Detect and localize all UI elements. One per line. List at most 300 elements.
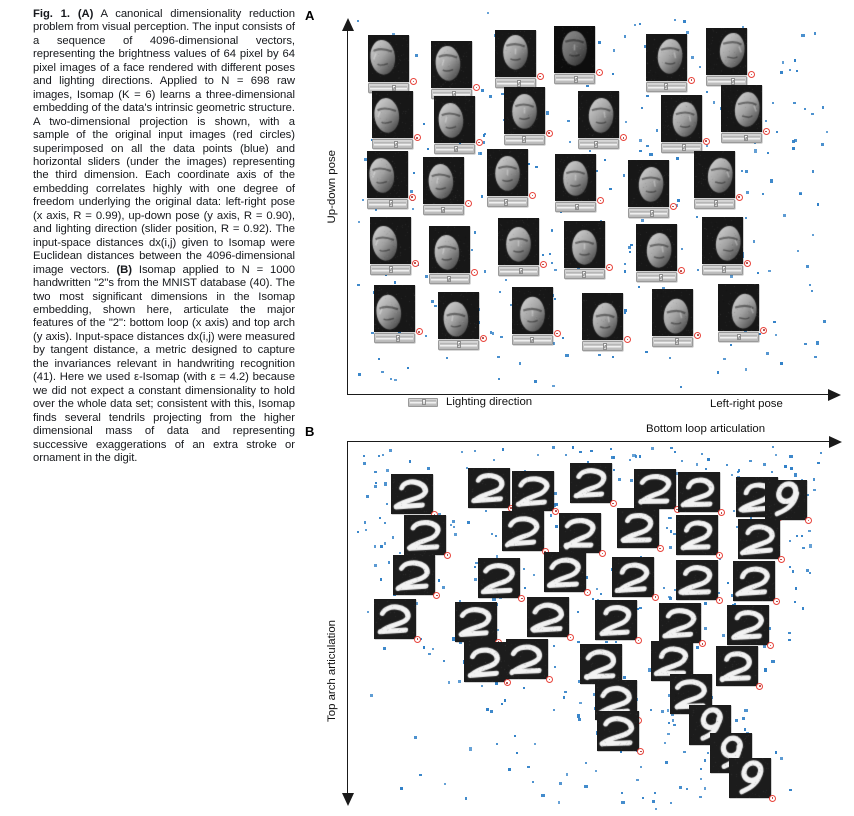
lighting-slider[interactable] (694, 199, 735, 209)
data-point (816, 341, 819, 344)
sample-marker (414, 134, 421, 141)
slider-track (630, 212, 667, 215)
digit-thumbnail[interactable] (544, 552, 586, 592)
slider-knob[interactable] (664, 83, 668, 90)
data-point (673, 724, 675, 726)
data-point (388, 561, 390, 563)
digit-thumbnail[interactable] (678, 472, 720, 512)
data-point (499, 291, 501, 293)
slider-track (374, 143, 411, 146)
lighting-slider[interactable] (564, 269, 605, 279)
data-point (788, 632, 790, 634)
face-thumbnail[interactable] (646, 34, 687, 92)
data-point (419, 774, 421, 776)
data-point (817, 462, 819, 464)
slider-knob[interactable] (722, 266, 726, 273)
data-point (595, 770, 597, 772)
data-point (537, 454, 539, 456)
lighting-slider[interactable] (702, 265, 743, 275)
data-point (558, 801, 560, 803)
data-point (763, 463, 766, 466)
lighting-slider[interactable] (423, 205, 464, 215)
sample-marker (767, 642, 774, 649)
face-thumbnail[interactable] (564, 221, 605, 279)
data-point (428, 653, 430, 655)
data-point (814, 356, 816, 358)
lighting-slider[interactable] (504, 135, 545, 145)
data-point (686, 788, 688, 790)
digit-image (374, 599, 416, 639)
lighting-slider[interactable] (555, 202, 596, 212)
data-point (458, 680, 461, 683)
digit-thumbnail[interactable] (595, 600, 637, 640)
face-thumbnail[interactable] (495, 30, 536, 88)
slider-knob[interactable] (447, 276, 451, 283)
data-point (799, 192, 802, 195)
face-thumbnail[interactable] (423, 157, 464, 215)
sample-marker (584, 589, 591, 596)
sample-marker (473, 84, 480, 91)
data-point (534, 743, 536, 745)
data-point (764, 668, 767, 671)
lighting-slider[interactable] (718, 332, 759, 342)
data-point (357, 531, 359, 533)
data-point (794, 601, 796, 603)
digit-thumbnail[interactable] (455, 602, 497, 642)
slider-knob[interactable] (522, 136, 526, 143)
slider-knob[interactable] (392, 85, 396, 92)
data-point (804, 343, 806, 345)
data-point (664, 742, 666, 744)
data-point (378, 358, 380, 360)
face-thumbnail[interactable] (721, 85, 762, 143)
data-point (793, 102, 795, 104)
data-point (492, 332, 494, 334)
face-image (512, 287, 553, 334)
data-point (600, 593, 602, 595)
digit-thumbnail[interactable] (527, 597, 569, 637)
face-thumbnail[interactable] (434, 96, 475, 154)
lighting-slider[interactable] (498, 266, 539, 276)
data-point (646, 95, 648, 97)
data-point (566, 773, 568, 775)
slider-knob[interactable] (650, 210, 654, 217)
slider-knob[interactable] (396, 335, 400, 342)
data-point (668, 722, 670, 724)
face-image (636, 224, 677, 271)
lighting-slider[interactable] (487, 197, 528, 207)
face-thumbnail[interactable] (374, 285, 415, 343)
lighting-slider[interactable] (512, 335, 553, 345)
digit-thumbnail[interactable] (559, 513, 601, 553)
digit-image (617, 508, 659, 548)
slider-knob[interactable] (530, 337, 534, 344)
data-point (469, 747, 472, 750)
sample-marker (694, 332, 701, 339)
data-point (493, 459, 495, 461)
data-point (802, 607, 804, 609)
data-point (646, 145, 648, 147)
slider-knob[interactable] (394, 141, 398, 148)
face-thumbnail[interactable] (628, 160, 669, 218)
slider-knob[interactable] (659, 274, 663, 281)
data-point (502, 448, 504, 450)
panel-a-legend-label: Lighting direction (446, 396, 533, 408)
data-point (814, 32, 816, 34)
data-point (501, 703, 503, 705)
face-thumbnail[interactable] (661, 95, 702, 153)
digit-image (404, 515, 446, 555)
data-point (723, 358, 725, 360)
face-thumbnail[interactable] (706, 28, 747, 86)
slider-knob[interactable] (457, 341, 461, 348)
data-point (490, 710, 493, 713)
face-thumbnail[interactable] (578, 91, 619, 149)
face-thumbnail[interactable] (702, 217, 743, 275)
face-thumbnail[interactable] (498, 218, 539, 276)
data-point (730, 275, 733, 278)
panel-b-y-axis-label: Top arch articulation (326, 620, 338, 722)
digit-thumbnail[interactable] (729, 758, 771, 798)
data-point (727, 582, 729, 584)
digit-thumbnail[interactable] (733, 561, 775, 601)
data-point (763, 645, 766, 648)
lighting-slider[interactable] (429, 274, 470, 284)
data-point (523, 687, 525, 689)
data-point (555, 525, 558, 528)
data-point (746, 191, 749, 194)
digit-thumbnail[interactable] (391, 474, 433, 514)
data-point (504, 699, 506, 701)
data-point (809, 572, 811, 574)
face-image (706, 28, 747, 75)
digit-thumbnail[interactable] (676, 515, 718, 555)
data-point (427, 467, 429, 469)
sample-marker (554, 330, 561, 337)
data-point (598, 41, 601, 44)
lighting-slider[interactable] (578, 139, 619, 149)
face-thumbnail[interactable] (554, 26, 595, 84)
lighting-slider[interactable] (367, 199, 408, 209)
data-point (697, 269, 699, 271)
data-point (524, 587, 526, 589)
digit-thumbnail[interactable] (393, 555, 435, 595)
face-image (578, 91, 619, 138)
data-point (817, 203, 819, 205)
face-thumbnail[interactable] (652, 289, 693, 347)
data-point (768, 270, 770, 272)
lighting-slider[interactable] (628, 208, 669, 218)
face-thumbnail[interactable] (718, 284, 759, 342)
data-point (681, 248, 683, 250)
digit-thumbnail[interactable] (464, 642, 506, 682)
data-point (605, 641, 607, 643)
data-point (454, 533, 456, 535)
digit-thumbnail[interactable] (617, 508, 659, 548)
face-thumbnail[interactable] (368, 35, 409, 93)
data-point (645, 351, 647, 353)
data-point (651, 447, 654, 450)
slider-knob[interactable] (574, 76, 578, 83)
data-point (749, 460, 751, 462)
digit-thumbnail[interactable] (502, 511, 544, 551)
slider-knob[interactable] (714, 200, 718, 207)
digit-thumbnail[interactable] (512, 471, 554, 511)
slider-knob[interactable] (517, 80, 521, 87)
data-point (379, 517, 381, 519)
digit-thumbnail[interactable] (659, 603, 701, 643)
data-point (382, 454, 384, 456)
face-image (374, 285, 415, 332)
data-point (596, 588, 598, 590)
sample-marker (620, 134, 627, 141)
digit-image (659, 603, 701, 643)
digit-thumbnail[interactable] (738, 519, 780, 559)
slider-knob[interactable] (454, 146, 458, 153)
face-thumbnail[interactable] (694, 151, 735, 209)
data-point (562, 337, 564, 339)
sample-marker (409, 194, 416, 201)
data-point (357, 284, 359, 286)
data-point (654, 792, 656, 794)
data-point (707, 458, 709, 460)
lighting-slider[interactable] (636, 272, 677, 282)
data-point (474, 231, 476, 233)
data-point (474, 578, 476, 580)
data-point (788, 639, 790, 641)
data-point (497, 356, 499, 358)
data-point (776, 131, 778, 133)
face-thumbnail[interactable] (504, 87, 545, 145)
slider-knob[interactable] (441, 207, 445, 214)
data-point (821, 143, 823, 145)
data-point (813, 478, 815, 480)
data-point (612, 356, 614, 358)
lighting-slider[interactable] (582, 341, 623, 351)
sample-marker (606, 264, 613, 271)
sample-marker (465, 200, 472, 207)
lighting-slider[interactable] (434, 144, 475, 154)
data-point (578, 718, 581, 721)
digit-thumbnail[interactable] (506, 639, 548, 679)
digit-thumbnail[interactable] (478, 558, 520, 598)
face-thumbnail[interactable] (367, 151, 408, 209)
sample-marker (610, 500, 617, 507)
data-point (826, 131, 828, 133)
data-point (565, 454, 567, 456)
data-point (771, 660, 774, 663)
data-point (534, 380, 537, 383)
digit-thumbnail[interactable] (612, 557, 654, 597)
data-point (699, 66, 701, 68)
data-point (704, 787, 706, 789)
digit-thumbnail[interactable] (468, 468, 510, 508)
part-b-label: (B) (116, 263, 132, 276)
data-point (496, 743, 498, 745)
digit-thumbnail[interactable] (570, 463, 612, 503)
slider-knob[interactable] (731, 78, 735, 85)
digit-thumbnail[interactable] (676, 560, 718, 600)
face-image (431, 41, 472, 88)
face-thumbnail[interactable] (512, 287, 553, 345)
data-point (362, 199, 364, 201)
data-point (623, 174, 625, 176)
data-point (789, 789, 791, 791)
slider-knob[interactable] (682, 144, 686, 151)
lighting-slider[interactable] (652, 337, 693, 347)
data-point (516, 752, 518, 754)
data-point (629, 251, 631, 253)
data-point (794, 59, 796, 61)
sample-marker (546, 676, 553, 683)
data-point (795, 587, 797, 589)
data-point (642, 797, 644, 799)
panel-a-x-axis-label: Left-right pose (710, 398, 783, 410)
lighting-slider[interactable] (370, 265, 411, 275)
data-point (443, 660, 445, 662)
data-point (794, 139, 796, 141)
data-point (705, 468, 707, 470)
data-point (802, 547, 804, 549)
digit-image (393, 555, 435, 595)
data-point (527, 766, 529, 768)
lighting-slider[interactable] (372, 139, 413, 149)
data-point (741, 170, 743, 172)
sample-marker (699, 640, 706, 647)
data-point (549, 253, 551, 255)
slider-knob[interactable] (519, 268, 523, 275)
slider-knob[interactable] (582, 271, 586, 278)
sample-marker (760, 327, 767, 334)
data-point (789, 566, 791, 568)
sample-marker (716, 597, 723, 604)
data-point (609, 188, 611, 190)
lighting-slider[interactable] (554, 74, 595, 84)
data-point (792, 147, 794, 149)
slider-knob[interactable] (389, 266, 393, 273)
lighting-slider[interactable] (646, 82, 687, 92)
data-point (754, 149, 757, 152)
slider-icon (408, 398, 438, 407)
data-point (797, 250, 799, 252)
data-point (680, 386, 682, 388)
data-point (453, 526, 455, 528)
digit-thumbnail[interactable] (374, 599, 416, 639)
sample-marker (703, 138, 710, 145)
data-point (374, 471, 376, 473)
data-point (471, 249, 473, 251)
digit-image (597, 711, 639, 751)
sample-marker (688, 77, 695, 84)
digit-thumbnail[interactable] (765, 480, 807, 520)
face-thumbnail[interactable] (372, 91, 413, 149)
digit-thumbnail[interactable] (634, 469, 676, 509)
digit-thumbnail[interactable] (716, 646, 758, 686)
digit-image (612, 557, 654, 597)
data-point (483, 134, 485, 136)
face-thumbnail[interactable] (438, 292, 479, 350)
data-point (586, 85, 588, 87)
slider-knob[interactable] (594, 141, 598, 148)
face-image (434, 96, 475, 143)
data-point (704, 602, 707, 605)
digit-image (595, 600, 637, 640)
face-thumbnail[interactable] (431, 41, 472, 99)
face-thumbnail[interactable] (582, 293, 623, 351)
slider-knob[interactable] (675, 338, 679, 345)
digit-image (733, 561, 775, 601)
digit-thumbnail[interactable] (727, 605, 769, 645)
sample-marker (433, 592, 440, 599)
data-point (765, 120, 767, 122)
data-point (577, 611, 579, 613)
sample-marker (596, 69, 603, 76)
digit-image (512, 471, 554, 511)
face-image (498, 218, 539, 265)
data-point (514, 735, 516, 737)
data-point (773, 321, 775, 323)
slider-knob[interactable] (504, 199, 508, 206)
slider-knob[interactable] (575, 204, 579, 211)
data-point (782, 61, 784, 63)
data-point (370, 694, 372, 696)
data-point (414, 736, 417, 739)
data-point (790, 467, 792, 469)
slider-knob[interactable] (744, 135, 748, 142)
data-point (384, 542, 386, 544)
face-image (367, 151, 408, 198)
data-point (604, 159, 606, 161)
data-point (623, 676, 625, 678)
data-point (809, 544, 812, 547)
slider-knob[interactable] (737, 334, 741, 341)
face-thumbnail[interactable] (555, 154, 596, 212)
data-point (735, 719, 738, 722)
data-point (579, 702, 581, 704)
data-point (569, 141, 571, 143)
data-point (640, 766, 642, 768)
digit-thumbnail[interactable] (580, 644, 622, 684)
data-point (783, 214, 786, 217)
sample-marker (678, 267, 685, 274)
face-thumbnail[interactable] (636, 224, 677, 282)
face-thumbnail[interactable] (429, 226, 470, 284)
slider-knob[interactable] (603, 343, 607, 350)
lighting-slider[interactable] (438, 340, 479, 350)
slider-knob[interactable] (389, 200, 393, 207)
data-point (812, 234, 814, 236)
digit-thumbnail[interactable] (597, 711, 639, 751)
lighting-slider[interactable] (374, 333, 415, 343)
data-point (523, 568, 525, 570)
data-point (519, 362, 521, 364)
sample-marker (529, 192, 536, 199)
face-thumbnail[interactable] (487, 149, 528, 207)
data-point (533, 574, 535, 576)
digit-thumbnail[interactable] (404, 515, 446, 555)
data-point (681, 460, 683, 462)
panel-b-letter: B (305, 424, 315, 439)
digit-image (676, 515, 718, 555)
face-thumbnail[interactable] (370, 217, 411, 275)
data-point (809, 284, 811, 286)
digit-image (765, 480, 807, 520)
face-image (721, 85, 762, 132)
lighting-slider[interactable] (721, 133, 762, 143)
data-point (722, 634, 725, 637)
data-point (639, 139, 642, 142)
data-point (407, 367, 409, 369)
